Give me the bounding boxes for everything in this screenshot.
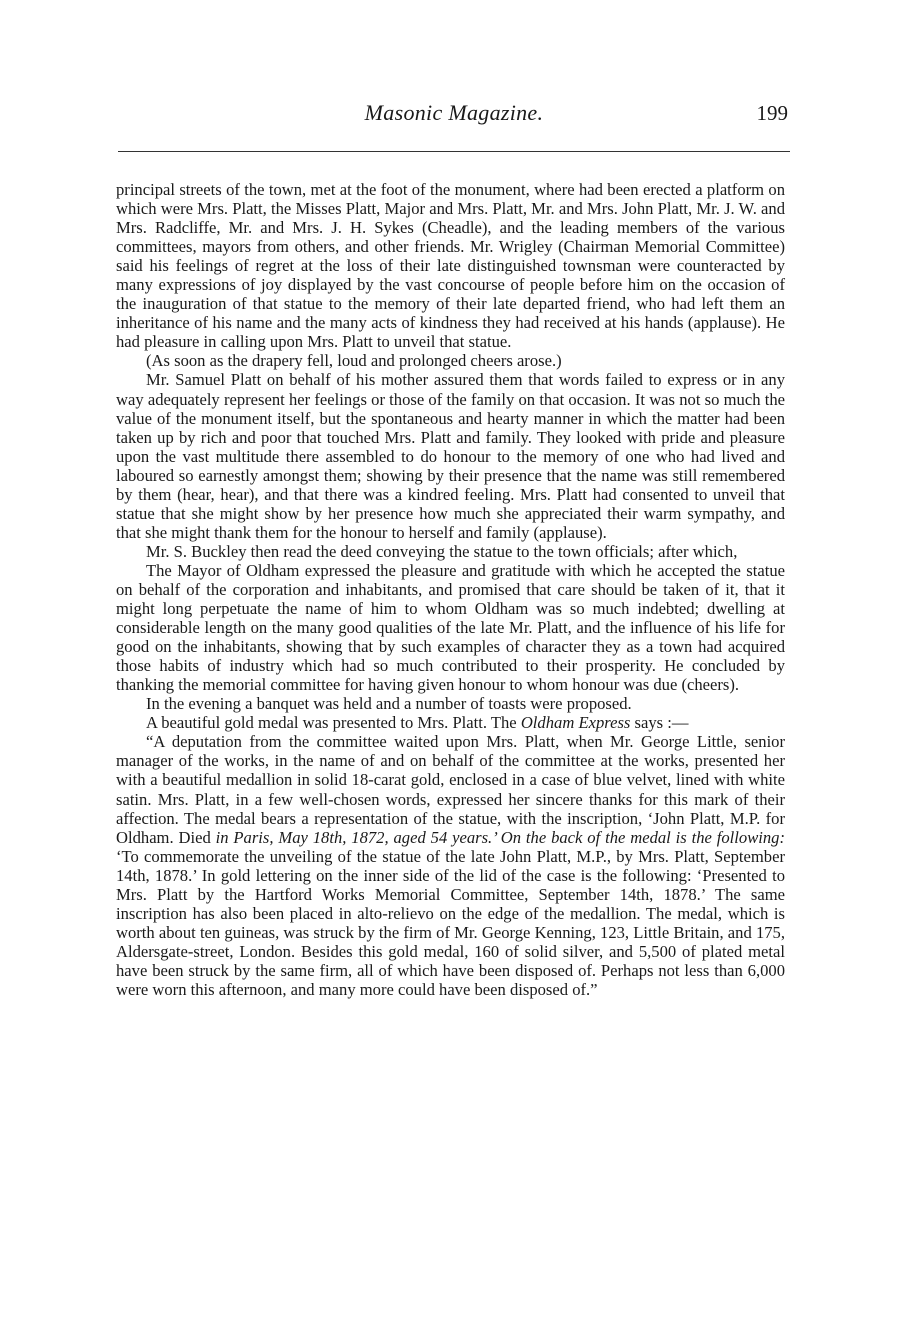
newspaper-title: Oldham Express	[520, 713, 631, 733]
paragraph: principal streets of the town, met at the foot of the monument, where had been erected a platform on which were Mrs. Platt, the Misses Platt, Major and Mrs. Platt, Mr. and Mrs. John Platt, Mr. J. W. and Mrs. Radcliffe, Mr. and Mrs. J. H. Sykes (Cheadle), and the leading members of the various committees, mayors from others, and other friends. Mr. Wrigley (Chairman Memorial Committee) said his feelings of regret at the loss of their late distinguished townsman were counteracted by many expressions of joy displayed by the vast concourse of people before him on the occasion of the inauguration of that statue to the memory of their late departed friend, who had left them an inheritance of his name and the many acts of kindness they had received at his hands (applause). He had pleasure in calling upon Mrs. Platt to unveil that statue.	[116, 180, 785, 352]
paragraph	[116, 713, 785, 732]
header-rule	[118, 151, 790, 152]
paragraph-text: ‘To commemorate the unveiling of the statue of the late John Platt, M.P., by Mrs. Platt, September 14th, 1878.’ In gold lettering on the inner side of the lid of the case is the following: ‘Presented to Mrs. Platt by the Hartford Works Memorial Committee, September 14th, 1878.’ The same inscription has also been placed in alto-relievo on the edge of the medallion. The medal, which is worth about ten guineas, was struck by the firm of Mr. George Kenning, 123, Little Britain, and 175, Aldersgate-street, London. Besides this gold medal, 160 of solid silver, and 5,500 of plated metal have been struck by the same firm, all of which have been disposed of. Perhaps not less than 6,000 were worn this afternoon, and many more could have been disposed of.”	[116, 846, 785, 999]
paragraph-text: A beautiful gold medal was presented to Mrs. Platt. The	[146, 713, 521, 733]
paragraph: In the evening a banquet was held and a number of toasts were proposed.	[146, 694, 632, 714]
paragraph: (As soon as the drapery fell, loud and prolonged cheers arose.)	[146, 351, 562, 371]
article-body	[116, 180, 785, 999]
page-number: 199	[756, 101, 788, 125]
page-header	[118, 96, 790, 136]
paragraph-text: “A deputation from the committee waited upon Mrs. Platt, when Mr. George Little, senior manager of the works, in the name of and on behalf of the committee at the works, presented her with a beautiful medallion in solid 18-carat gold, enclosed in a case of blue velvet, lined with white satin. Mrs. Platt, in a few well-chosen words, expressed her sincere thanks for this mark of their affection. The medal bears a representation of the statue, with the inscription, ‘John Platt, M.P. for Oldham. Died	[116, 732, 785, 847]
paragraph: Mr. S. Buckley then read the deed conveying the statue to the town officials; after which,	[146, 541, 738, 561]
paragraph: Mr. Samuel Platt on behalf of his mother assured them that words failed to express or in any way adequately represent her feelings or those of the family on that occasion. It was not so much the value of the monument itself, but the spontaneous and hearty manner in which the matter had been taken up by rich and poor that touched Mrs. Platt and family. They looked with pride and pleasure upon the vast multitude there assembled to do honour to the memory of one who had lived and laboured so earnestly amongst them; showing by their presence that the name was still remembered by them (hear, hear), and that there was a kindred feeling. Mrs. Platt had consented to unveil that statue that she might show by her presence how much she appreciated their warm sympathy, and that she might thank them for the honour to herself and family (applause).	[116, 370, 785, 542]
paragraph-text: says :—	[630, 713, 689, 733]
inscription-text: in Paris, May 18th, 1872, aged 54 years.’ On the back of the medal is the following:	[215, 827, 785, 847]
paragraph: The Mayor of Oldham expressed the pleasure and gratitude with which he accepted the statue on behalf of the corporation and inhabitants, and promised that care should be taken of it, that it might long perpetuate the name of him to whom Oldham was so much indebted; dwelling at considerable length on the many good qualities of the late Mr. Platt, and the influence of his life for good on the inhabitants, showing that by such examples of character they as a town had acquired those habits of industry which had so much contributed to their prosperity. He concluded by thanking the memorial committee for having given honour to whom honour was due (cheers).	[116, 560, 785, 695]
quoted-paragraph	[116, 732, 785, 999]
running-title: Masonic Magazine.	[364, 100, 544, 125]
